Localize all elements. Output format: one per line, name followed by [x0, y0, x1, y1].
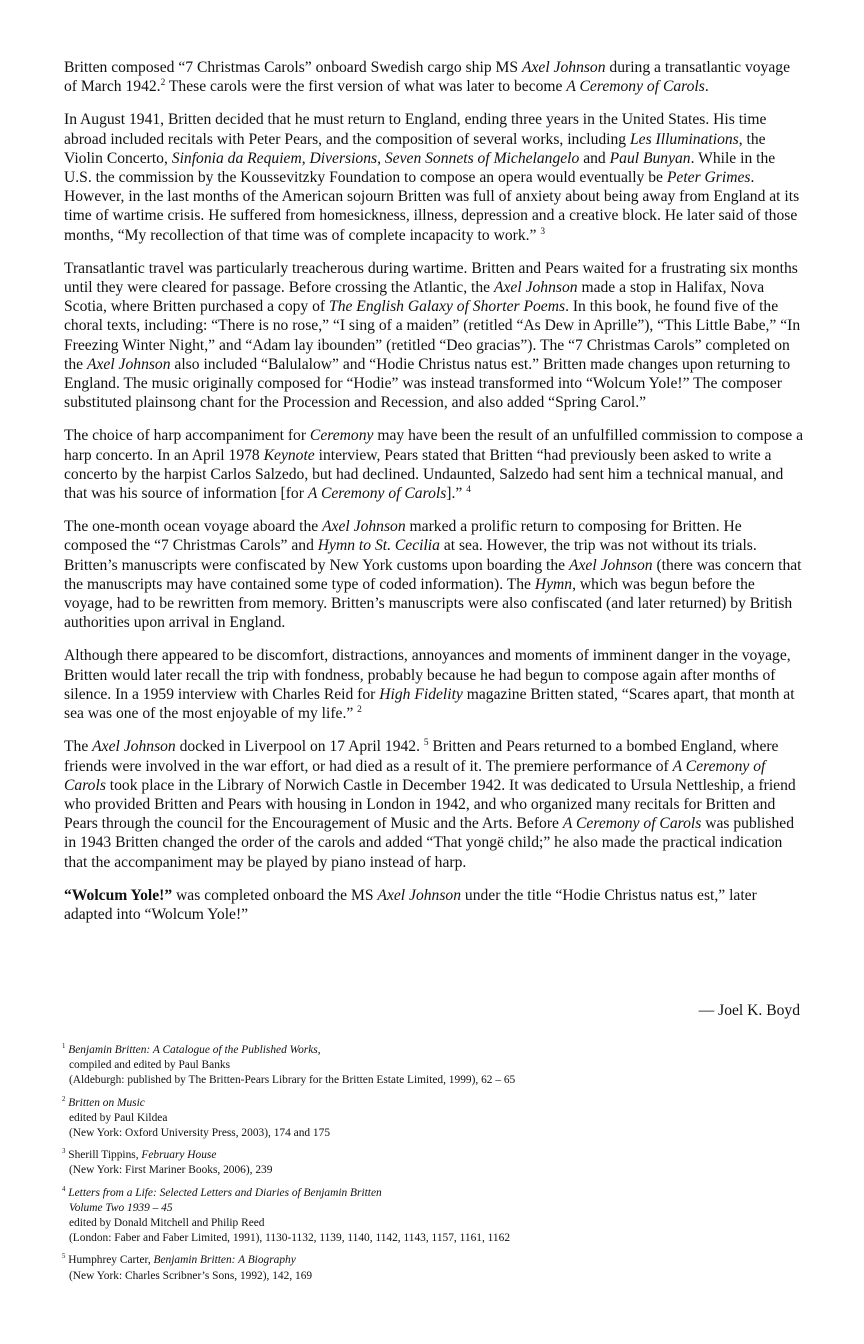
footnote-title-line	[62, 1148, 802, 1163]
italic-text: Hymn	[534, 575, 573, 593]
italic-text: Diversions, Seven Sonnets of Michelangelo	[309, 149, 580, 167]
paragraph	[64, 517, 804, 632]
text-run: compiled and edited by Paul Banks	[69, 1059, 231, 1072]
italic-text: A Ceremony of Carols	[307, 485, 447, 503]
text-run: (Aldeburgh: published by The Britten-Pears Library for the Britten Estate Limited, 1999), 62 – 65	[69, 1074, 516, 1087]
italic-text: Paul Bunyan	[609, 149, 691, 167]
italic-text: A Ceremony of Carols	[566, 78, 705, 96]
text-run: at sea. However, the trip was not without its trials. Britten’s manuscripts were confiscated by New York customs upon boarding the	[64, 537, 757, 574]
text-run: Sherill Tippins,	[68, 1149, 142, 1162]
footnote-number: 2	[62, 1095, 66, 1103]
footnote-line	[62, 1163, 802, 1178]
footnote-title-line	[62, 1253, 802, 1268]
paragraph	[64, 646, 804, 723]
text-run: Britten composed “7 Christmas Carols” onboard Swedish cargo ship MS	[64, 59, 522, 76]
footnote-title-line	[62, 1096, 802, 1111]
paragraph	[64, 58, 804, 96]
footnote-line	[62, 1216, 802, 1231]
text-run: was completed onboard the MS	[172, 886, 378, 904]
text-run: . While in the U.S. the commission by the Koussevitzky Foundation to compose an opera would eventually be	[64, 149, 776, 187]
text-run: . However, in the last months of the American sojourn Britten was full of anxiety about being away from England at its time of wartime crisis. He suffered from homesickness, illness, depression and a creative block. He later said of those months, “My recollection of that time was of complete incapacity to work.”	[64, 169, 800, 244]
article-body	[64, 58, 804, 924]
footnote-line	[62, 1111, 802, 1126]
text-run: ].”	[446, 485, 467, 503]
text-run: ,	[317, 1044, 321, 1056]
italic-text: High Fidelity	[379, 685, 463, 703]
author-signature: — Joel K. Boyd	[698, 1002, 800, 1019]
italic-text: The English Galaxy of Shorter Poems	[329, 298, 566, 316]
text-run: .	[704, 78, 709, 96]
text-run: Transatlantic travel was particularly treacherous during wartime. Britten and Pears waited for a frustrating six months until they were cleared for passage. Before crossing the Atlantic, the	[64, 259, 798, 297]
footnote	[62, 1096, 802, 1142]
italic-text: Keynote	[263, 446, 315, 464]
text-run: , the Violin Concerto,	[64, 130, 766, 167]
footnote-reference: 4	[466, 484, 471, 495]
paragraph	[64, 110, 804, 244]
paragraph	[64, 259, 804, 413]
text-run: took place in the Library of Norwich Castle in December 1942. It was dedicated to Ursula Nettleship, a friend who provided Britten and Pears with housing in London in 1942, and who organized many recitals for Britten and Pears through the council for the Encouragement of Music and the Arts. Before	[64, 776, 796, 833]
text-run: (New York: First Mariner Books, 2006), 239	[69, 1164, 273, 1177]
italic-text: Axel Johnson	[568, 556, 653, 574]
text-run: marked a prolific return to composing for Britten. He composed the “7 Christmas Carols” and	[64, 518, 742, 555]
text-run: , which was begun before the voyage, had to be rewritten from memory. Britten’s manuscripts were also confiscated (and later returned) by British authorities upon arrival in England.	[64, 575, 793, 632]
text-run: edited by Donald Mitchell and Philip Reed	[69, 1217, 265, 1230]
italic-text: Axel Johnson	[92, 738, 176, 756]
text-run: during a transatlantic voyage of March 1942.	[64, 59, 790, 96]
italic-text: Axel Johnson	[493, 279, 578, 297]
italic-text: Benjamin Britten: A Catalogue of the Published Works	[68, 1044, 318, 1056]
text-run: Britten and Pears returned to a bombed England, where friends were involved in the war effort, or had died as a result of it. The premiere performance of	[64, 738, 779, 775]
text-run: made a stop in Halifax, Nova Scotia, where Britten purchased a copy of	[64, 279, 765, 316]
italic-text: Axel Johnson	[377, 886, 461, 904]
italic-text: Hymn to St. Cecilia	[317, 537, 440, 555]
text-run: edited by Paul Kildea	[69, 1111, 168, 1124]
text-run: magazine Britten stated, “Scares apart, that month at sea was one of the most enjoyable of my life.”	[64, 685, 795, 723]
paragraph	[64, 737, 804, 871]
footnote-line	[62, 1126, 802, 1141]
text-run: The choice of harp accompaniment for	[64, 427, 310, 445]
text-run: also included “Balulalow” and “Hodie Christus natus est.” Britten made changes upon returning to England. The music originally composed for “Hodie” was instead transformed into “Wolcum Yole!” The composer substituted plainsong chant for the Procession and Recession, and also added “Spring Carol.”	[64, 355, 791, 412]
footnote-number: 4	[62, 1185, 66, 1193]
text-run: The one-month ocean voyage aboard the	[64, 518, 323, 536]
text-run: may have been the result of an unfulfilled commission to compose a harp concerto. In an April 1978	[64, 427, 804, 464]
text-run: Although there appeared to be discomfort, distractions, annoyances and moments of imminent danger in the voyage, Britten would later recall the trip with fondness, probably because he had begun to compose again after months of silence. In a 1959 interview with Charles Reid for	[64, 647, 791, 703]
text-run: and	[579, 149, 610, 167]
italic-text: A Ceremony of Carols	[562, 815, 702, 833]
footnote-reference: 3	[540, 226, 546, 237]
text-run: In August 1941, Britten decided that he must return to England, ending three years in the United States. His time abroad included recitals with Peter Pears, and the composition of several works, including	[64, 111, 767, 148]
italic-text: Volume Two 1939 – 45	[69, 1201, 173, 1214]
italic-text: Letters from a Life: Selected Letters and Diaries of Benjamin Britten	[68, 1186, 382, 1199]
italic-text: Sinfonia da Requiem	[171, 149, 302, 167]
paragraph	[64, 426, 804, 503]
footnote-line	[62, 1269, 802, 1284]
text-run: docked in Liverpool on 17 April 1942.	[175, 738, 424, 756]
italic-text: Peter Grimes	[666, 169, 751, 187]
footnote-line	[62, 1073, 802, 1088]
footnote-title-line	[62, 1186, 802, 1201]
footnote-number: 5	[62, 1253, 66, 1261]
footnote	[62, 1186, 802, 1247]
footnote-number: 3	[62, 1148, 66, 1156]
footnote-number: 1	[62, 1043, 66, 1051]
text-run: (London: Faber and Faber Limited, 1991), 1130-1132, 1139, 1140, 1142, 1143, 1157, 1161, 1162	[69, 1232, 511, 1245]
text-run: . In this book, he found five of the choral texts, including: “There is no rose,” “I sing of a maiden” (retitled “As Dew in Aprille”), “This Little Babe,” “In Freezing Winter Night,” and “Adam lay ibounden” (retitled “Deo gracias”). The “7 Christmas Carols” completed on the	[64, 298, 801, 373]
footnote-reference: 2	[160, 78, 166, 89]
italic-text: Axel Johnson	[86, 355, 171, 373]
italic-text: Ceremony	[309, 427, 374, 445]
footnote-reference: 5	[423, 738, 429, 749]
italic-text: Axel Johnson	[322, 518, 406, 536]
italic-text: Axel Johnson	[521, 59, 606, 76]
footnote-line	[62, 1201, 802, 1216]
text-run: (New York: Oxford University Press, 2003), 174 and 175	[69, 1127, 331, 1140]
italic-text: February House	[141, 1149, 217, 1162]
bold-text: “Wolcum Yole!”	[64, 886, 173, 904]
italic-text: A Ceremony of Carols	[64, 757, 766, 794]
text-run: was published in 1943 Britten changed the order of the carols and added “That yongë child;” he also made the practical indication that the accompaniment may be played by piano instead of harp.	[64, 815, 795, 871]
footnote-line	[62, 1058, 802, 1073]
text-run: (New York: Charles Scribner’s Sons, 1992), 142, 169	[69, 1269, 313, 1282]
text-run: ,	[301, 149, 310, 167]
footnote-line	[62, 1231, 802, 1246]
footnote	[62, 1253, 802, 1283]
italic-text: Les Illuminations	[630, 130, 739, 148]
footnote-title-line	[62, 1043, 802, 1058]
text-run: These carols were the first version of what was later to become	[165, 78, 567, 96]
italic-text: Benjamin Britten: A Biography	[153, 1254, 296, 1267]
footnote	[62, 1043, 802, 1089]
text-run: interview, Pears stated that Britten “had previously been asked to write a concerto by the harpist Carlos Salzedo, but had declined. Undaunted, Salzedo had sent him a technical manual, and that was his source of information [for	[64, 446, 784, 503]
italic-text: Britten on Music	[68, 1096, 145, 1109]
paragraph	[64, 886, 804, 924]
footnotes	[62, 1043, 802, 1291]
footnote	[62, 1148, 802, 1178]
text-run: (there was concern that the manuscripts may have contained some type of coded information). The	[64, 556, 802, 593]
text-run: The	[64, 738, 93, 756]
footnote-reference: 2	[357, 704, 362, 715]
text-run: under the title “Hodie Christus natus est,” later adapted into “Wolcum Yole!”	[64, 886, 757, 923]
text-run: Humphrey Carter,	[68, 1254, 154, 1267]
